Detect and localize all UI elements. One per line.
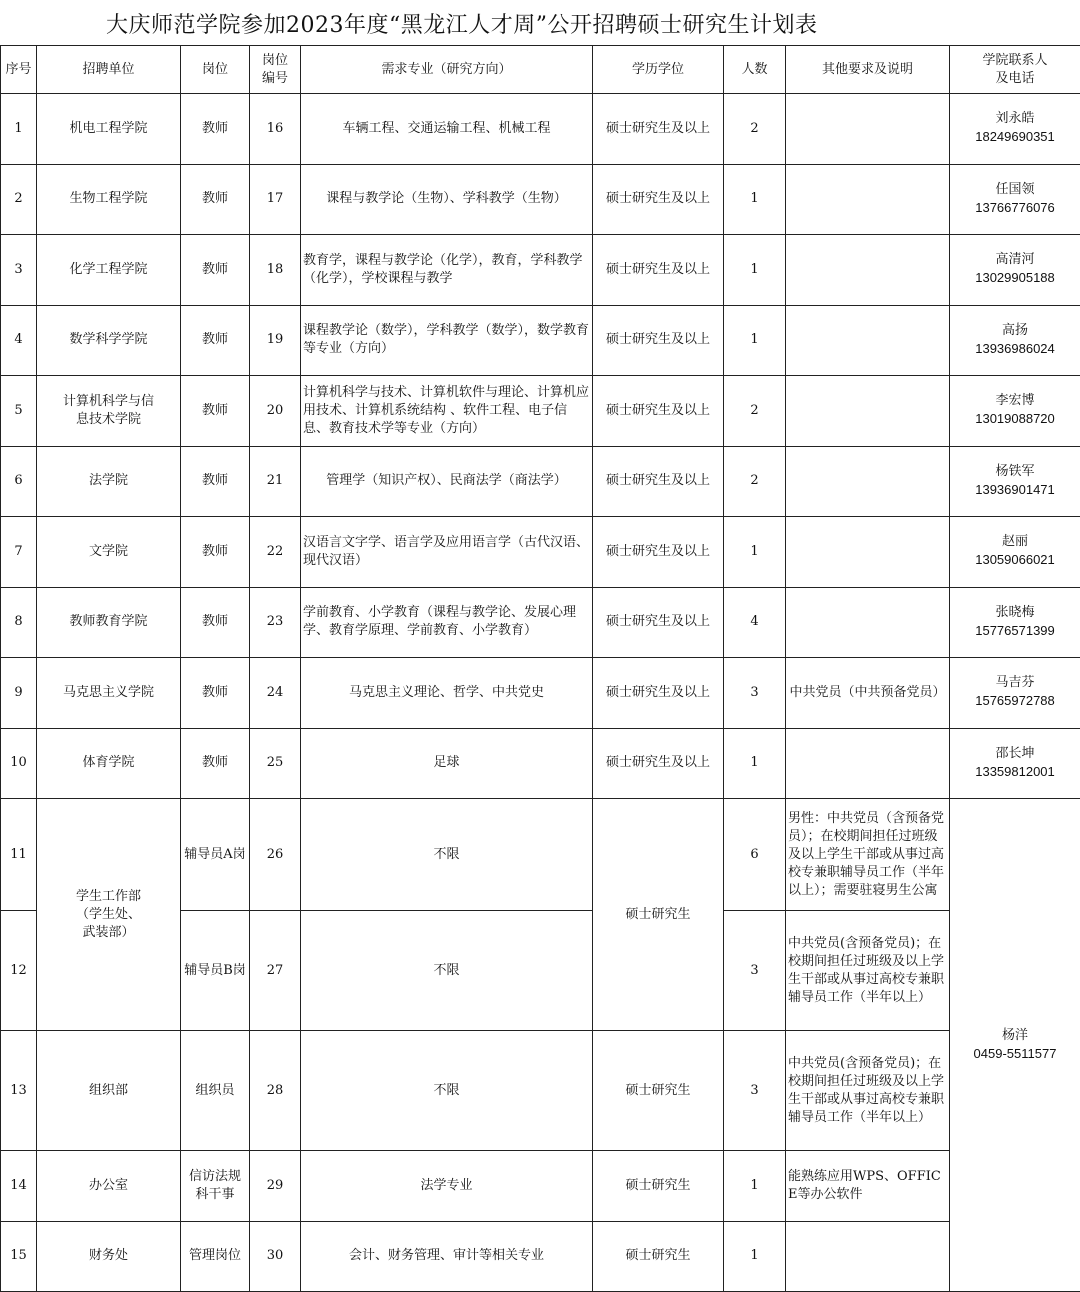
contact-phone: 15765972788 xyxy=(975,693,1055,708)
contact-cell xyxy=(950,517,1080,588)
degree-cell: 硕士研究生 xyxy=(593,1031,724,1151)
contact-cell xyxy=(950,587,1080,658)
post-cell: 教师 xyxy=(181,517,250,588)
other-cell xyxy=(786,587,950,658)
unit-cell: 计算机科学与信息技术学院 xyxy=(37,376,181,447)
row-number: 6 xyxy=(1,446,37,517)
contact-phone: 13936986024 xyxy=(975,341,1055,356)
post-cell: 信访法规科干事 xyxy=(181,1151,250,1222)
count-cell: 1 xyxy=(724,1221,786,1292)
degree-cell: 硕士研究生及以上 xyxy=(593,376,724,447)
major-cell: 汉语言文字学、语言学及应用语言学（古代汉语、现代汉语） xyxy=(301,517,593,588)
contact-name: 马吉芬 xyxy=(995,675,1034,690)
table-row xyxy=(1,376,1080,447)
code-cell: 28 xyxy=(250,1031,301,1151)
contact-cell xyxy=(950,305,1080,376)
count-cell: 1 xyxy=(724,164,786,235)
code-cell: 22 xyxy=(250,517,301,588)
unit-cell: 数学科学学院 xyxy=(37,305,181,376)
header-cell xyxy=(250,46,301,94)
row-number: 2 xyxy=(1,164,37,235)
major-cell: 课程与教学论（生物）、学科教学（生物） xyxy=(301,164,593,235)
contact-name: 杨洋 xyxy=(1002,1028,1028,1043)
row-number: 8 xyxy=(1,587,37,658)
major-cell: 马克思主义理论、哲学、中共党史 xyxy=(301,658,593,729)
degree-cell: 硕士研究生及以上 xyxy=(593,235,724,306)
header-row xyxy=(1,46,1080,94)
header-cell: 人数 xyxy=(724,46,786,94)
degree-cell: 硕士研究生及以上 xyxy=(593,587,724,658)
major-cell: 课程教学论（数学），学科教学（数学），数学教育等专业（方向） xyxy=(301,305,593,376)
contact-cell xyxy=(950,446,1080,517)
code-cell: 21 xyxy=(250,446,301,517)
code-cell: 23 xyxy=(250,587,301,658)
count-cell: 2 xyxy=(724,94,786,165)
contact-phone: 13936901471 xyxy=(975,482,1055,497)
table-row xyxy=(1,1151,1080,1222)
code-cell: 24 xyxy=(250,658,301,729)
contact-name: 任国领 xyxy=(995,182,1034,197)
count-cell: 1 xyxy=(724,305,786,376)
table-row xyxy=(1,517,1080,588)
degree-cell: 硕士研究生及以上 xyxy=(593,94,724,165)
count-cell: 2 xyxy=(724,446,786,517)
contact-cell xyxy=(950,94,1080,165)
row-number: 1 xyxy=(1,94,37,165)
unit-cell: 马克思主义学院 xyxy=(37,658,181,729)
post-cell: 辅导员B岗 xyxy=(181,911,250,1031)
unit-cell: 生物工程学院 xyxy=(37,164,181,235)
contact-cell xyxy=(950,376,1080,447)
row-number: 14 xyxy=(1,1151,37,1222)
document-title: 大庆师范学院参加2023年度“黑龙江人才周”公开招聘硕士研究生计划表 xyxy=(106,8,818,39)
unit-cell: 文学院 xyxy=(37,517,181,588)
post-cell: 教师 xyxy=(181,658,250,729)
other-cell xyxy=(786,517,950,588)
post-cell: 教师 xyxy=(181,587,250,658)
other-cell: 中共党员（中共预备党员） xyxy=(786,658,950,729)
contact-phone: 13029905188 xyxy=(975,270,1055,285)
code-cell: 26 xyxy=(250,799,301,911)
other-cell xyxy=(786,376,950,447)
unit-cell: 财务处 xyxy=(37,1221,181,1292)
row-number: 10 xyxy=(1,728,37,799)
unit-cell: 化学工程学院 xyxy=(37,235,181,306)
post-cell: 教师 xyxy=(181,376,250,447)
post-cell: 教师 xyxy=(181,235,250,306)
post-cell: 辅导员A岗 xyxy=(181,799,250,911)
contact-phone: 0459-5511577 xyxy=(974,1046,1057,1061)
degree-cell: 硕士研究生及以上 xyxy=(593,728,724,799)
contact-name: 高扬 xyxy=(1002,323,1028,338)
code-cell: 16 xyxy=(250,94,301,165)
code-cell: 30 xyxy=(250,1221,301,1292)
other-cell xyxy=(786,1221,950,1292)
table-row xyxy=(1,164,1080,235)
unit-cell: 办公室 xyxy=(37,1151,181,1222)
major-cell: 不限 xyxy=(301,1031,593,1151)
header-cell: 岗位 xyxy=(181,46,250,94)
header-line: 学院联系人 xyxy=(982,53,1047,68)
contact-name: 赵丽 xyxy=(1002,534,1028,549)
code-cell: 17 xyxy=(250,164,301,235)
major-cell: 计算机科学与技术、计算机软件与理论、计算机应用技术、计算机系统结构 、软件工程、电子信息、教育技术学等专业（方向） xyxy=(301,376,593,447)
degree-cell: 硕士研究生及以上 xyxy=(593,164,724,235)
count-cell: 1 xyxy=(724,235,786,306)
table-row xyxy=(1,446,1080,517)
contact-cell xyxy=(950,799,1080,1292)
header-cell: 序号 xyxy=(1,46,37,94)
contact-name: 刘永皓 xyxy=(995,111,1034,126)
major-cell: 车辆工程、交通运输工程、机械工程 xyxy=(301,94,593,165)
degree-cell: 硕士研究生 xyxy=(593,1151,724,1222)
header-cell: 学历学位 xyxy=(593,46,724,94)
row-number: 4 xyxy=(1,305,37,376)
header-cell xyxy=(950,46,1080,94)
unit-cell: 教师教育学院 xyxy=(37,587,181,658)
other-cell: 能熟练应用WPS、OFFICE等办公软件 xyxy=(786,1151,950,1222)
post-cell: 教师 xyxy=(181,164,250,235)
count-cell: 6 xyxy=(724,799,786,911)
degree-cell: 硕士研究生及以上 xyxy=(593,446,724,517)
count-cell: 2 xyxy=(724,376,786,447)
contact-name: 高清河 xyxy=(995,252,1034,267)
other-cell xyxy=(786,728,950,799)
contact-cell xyxy=(950,658,1080,729)
post-cell: 管理岗位 xyxy=(181,1221,250,1292)
row-number: 9 xyxy=(1,658,37,729)
unit-cell: 体育学院 xyxy=(37,728,181,799)
header-cell: 招聘单位 xyxy=(37,46,181,94)
major-cell: 不限 xyxy=(301,799,593,911)
code-cell: 29 xyxy=(250,1151,301,1222)
count-cell: 1 xyxy=(724,517,786,588)
count-cell: 3 xyxy=(724,1031,786,1151)
row-number: 13 xyxy=(1,1031,37,1151)
major-cell: 法学专业 xyxy=(301,1151,593,1222)
unit-cell: 组织部 xyxy=(37,1031,181,1151)
major-cell: 学前教育、小学教育（课程与教学论、发展心理学、教育学原理、学前教育、小学教育） xyxy=(301,587,593,658)
count-cell: 1 xyxy=(724,728,786,799)
row-number: 12 xyxy=(1,911,37,1031)
table-row xyxy=(1,235,1080,306)
other-cell: 男性：中共党员（含预备党员）；在校期间担任过班级及以上学生干部或从事过高校专兼职辅导员工作（半年以上）；需要驻寝男生公寓 xyxy=(786,799,950,911)
code-cell: 27 xyxy=(250,911,301,1031)
contact-phone: 15776571399 xyxy=(975,623,1055,638)
contact-cell xyxy=(950,235,1080,306)
contact-name: 杨铁军 xyxy=(995,464,1034,479)
code-cell: 20 xyxy=(250,376,301,447)
other-cell xyxy=(786,446,950,517)
major-cell: 管理学（知识产权）、民商法学（商法学） xyxy=(301,446,593,517)
count-cell: 4 xyxy=(724,587,786,658)
header-line: 编号 xyxy=(262,71,288,86)
count-cell: 1 xyxy=(724,1151,786,1222)
degree-cell: 硕士研究生及以上 xyxy=(593,305,724,376)
unit-cell: 学生工作部（学生处、武装部） xyxy=(37,799,181,1031)
row-number: 11 xyxy=(1,799,37,911)
major-cell: 教育学，课程与教学论（化学），教育，学科教学（化学），学校课程与教学 xyxy=(301,235,593,306)
code-cell: 19 xyxy=(250,305,301,376)
other-cell xyxy=(786,164,950,235)
code-cell: 25 xyxy=(250,728,301,799)
header-cell: 需求专业（研究方向） xyxy=(301,46,593,94)
contact-phone: 13766776076 xyxy=(975,200,1055,215)
contact-cell xyxy=(950,728,1080,799)
post-cell: 组织员 xyxy=(181,1031,250,1151)
post-cell: 教师 xyxy=(181,94,250,165)
header-cell: 其他要求及说明 xyxy=(786,46,950,94)
degree-cell: 硕士研究生 xyxy=(593,799,724,1031)
count-cell: 3 xyxy=(724,658,786,729)
contact-phone: 13359812001 xyxy=(975,764,1055,779)
table-row xyxy=(1,94,1080,165)
post-cell: 教师 xyxy=(181,305,250,376)
row-number: 7 xyxy=(1,517,37,588)
table-row xyxy=(1,587,1080,658)
header-line: 及电话 xyxy=(995,71,1034,86)
count-cell: 3 xyxy=(724,911,786,1031)
post-cell: 教师 xyxy=(181,728,250,799)
table-row xyxy=(1,728,1080,799)
contact-name: 邵长坤 xyxy=(995,746,1034,761)
other-cell xyxy=(786,94,950,165)
contact-cell xyxy=(950,164,1080,235)
unit-cell: 机电工程学院 xyxy=(37,94,181,165)
contact-name: 李宏博 xyxy=(995,393,1034,408)
table-row xyxy=(1,1221,1080,1292)
contact-phone: 13019088720 xyxy=(975,411,1055,426)
unit-cell: 法学院 xyxy=(37,446,181,517)
degree-cell: 硕士研究生 xyxy=(593,1221,724,1292)
other-cell: 中共党员(含预备党员)；在校期间担任过班级及以上学生干部或从事过高校专兼职辅导员工作（半年以上） xyxy=(786,911,950,1031)
other-cell: 中共党员(含预备党员)；在校期间担任过班级及以上学生干部或从事过高校专兼职辅导员工作（半年以上） xyxy=(786,1031,950,1151)
row-number: 5 xyxy=(1,376,37,447)
table-row xyxy=(1,1031,1080,1151)
major-cell: 足球 xyxy=(301,728,593,799)
recruitment-table xyxy=(0,45,1080,1292)
code-cell: 18 xyxy=(250,235,301,306)
table-row xyxy=(1,658,1080,729)
table-row xyxy=(1,799,1080,911)
document-title-bar xyxy=(0,0,1080,45)
other-cell xyxy=(786,305,950,376)
post-cell: 教师 xyxy=(181,446,250,517)
contact-name: 张晓梅 xyxy=(995,605,1034,620)
other-cell xyxy=(786,235,950,306)
major-cell: 会计、财务管理、审计等相关专业 xyxy=(301,1221,593,1292)
row-number: 15 xyxy=(1,1221,37,1292)
row-number: 3 xyxy=(1,235,37,306)
table-row xyxy=(1,305,1080,376)
header-line: 岗位 xyxy=(262,53,288,68)
major-cell: 不限 xyxy=(301,911,593,1031)
contact-phone: 13059066021 xyxy=(975,552,1055,567)
contact-phone: 18249690351 xyxy=(975,129,1055,144)
degree-cell: 硕士研究生及以上 xyxy=(593,658,724,729)
degree-cell: 硕士研究生及以上 xyxy=(593,517,724,588)
